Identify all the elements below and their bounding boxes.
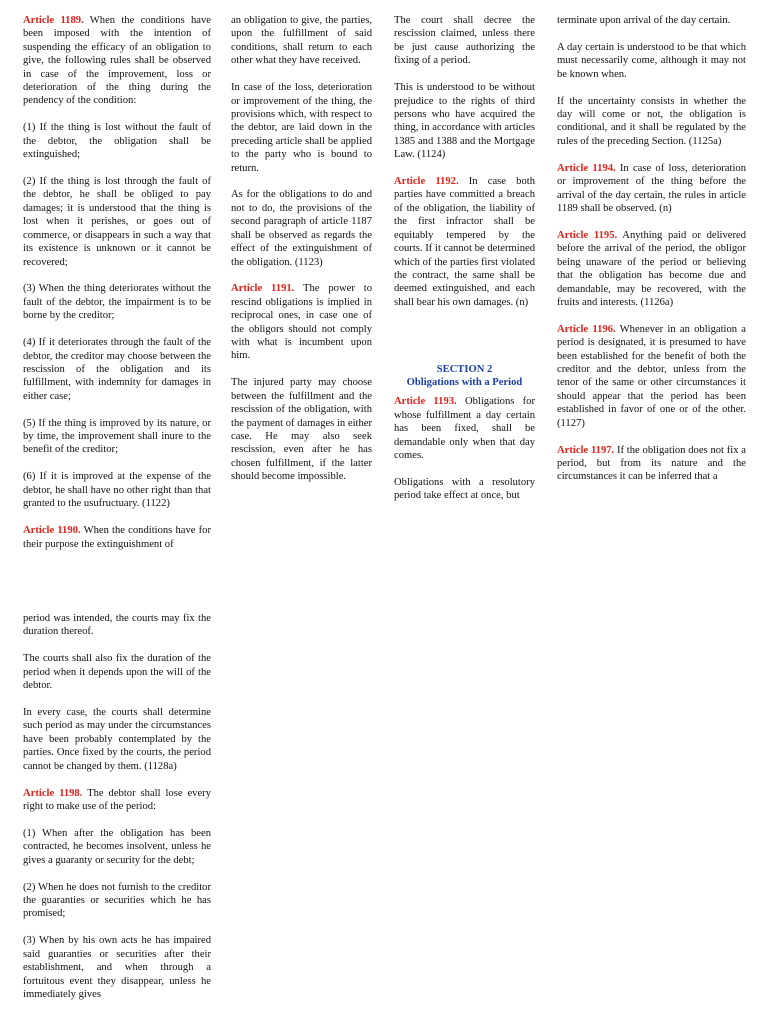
rule-1: (1) When after the obligation has been contracted, he becomes insolvent, unless he gives a guaranty or security for the debt; (23, 827, 211, 866)
article-1197: Article 1197. If the obligation does not fix a period, but from its nature and the circumstances it can be inferred that a (557, 444, 746, 483)
article-1189: Article 1189. When the conditions have been imposed with the intention of suspending the efficacy of an obligation to give, the following rules shall be observed in case of the improvement, loss or deterioration of the thing during the pendency of the condition: (23, 15, 211, 107)
article-1193: Article 1193. Obligations for whose fulfillment a day certain has been fixed, shall be demandable only when that day comes. (394, 396, 535, 462)
column-3 (394, 14, 535, 516)
column-2 (231, 14, 372, 497)
paragraph: The court shall decree the rescission claimed, unless there be just cause authorizing the fixing of a period. (394, 15, 535, 67)
rule-3: (3) When the thing deteriorates without the fault of the debtor, the impairment is to be borne by the creditor; (23, 283, 211, 322)
rule-1: (1) If the thing is lost without the fault of the debtor, the obligation shall be extinguished; (23, 122, 211, 161)
spacer (394, 323, 535, 363)
paragraph: A day certain is understood to be that which must necessarily come, although it may not be known when. (557, 41, 746, 80)
rule-6: (6) If it is improved at the expense of the debtor, he shall have no other right than that granted to the usufructuary. (1122) (23, 471, 211, 510)
article-1198-label: Article 1198. (23, 787, 83, 799)
paragraph: If the uncertainty consists in whether the day will come or not, the obligation is conditional, and it shall be regulated by the rules of the preceding Section. (1125a) (557, 95, 746, 147)
column-4 (557, 14, 746, 497)
paragraph: The courts shall also fix the duration of the period when it depends upon the will of the debtor. (23, 653, 211, 692)
paragraph: terminate upon arrival of the day certain. (557, 15, 731, 26)
article-1191-label: Article 1191. (231, 283, 295, 295)
section-title: Obligations with a Period (406, 377, 523, 389)
paragraph: This is understood to be without prejudice to the rights of third persons who have acquired the thing, in accordance with articles 1385 and 1388 and the Mortgage Law. (1124) (394, 82, 535, 161)
paragraph: The injured party may choose between the fulfillment and the rescission of the obligation, with the payment of damages in either case. He may also seek rescission, even after he has chosen fulfillment, if the latter should become impossible. (231, 377, 372, 483)
article-1194: Article 1194. In case of loss, deterioration or improvement of the thing before the arrival of the day certain, the rules in article 1189 shall be observed. (n) (557, 162, 746, 214)
article-1196-label: Article 1196. (557, 323, 616, 335)
article-1190: Article 1190. When the conditions have for their purpose the extinguishment of (23, 525, 212, 550)
column-5 (23, 612, 211, 1024)
rule-2: (2) When he does not furnish to the creditor the guaranties or securities which he has promised; (23, 881, 211, 920)
article-1190-label: Article 1190. (23, 525, 81, 537)
paragraph: period was intended, the courts may fix the duration thereof. (23, 613, 211, 638)
paragraph: As for the obligations to do and not to do, the provisions of the second paragraph of article 1187 shall be observed as regards the effect of the extinguishment of the obligation. (1123) (231, 189, 372, 268)
paragraph: Obligations with a resolutory period take effect at once, but (394, 476, 535, 502)
article-1197-label: Article 1197. (557, 444, 615, 456)
rule-3: (3) When by his own acts he has impaired said guaranties or securities after their establishment, and when through a fortuitous event they disappear, unless he immediately gives (23, 935, 211, 1000)
article-1195: Article 1195. Anything paid or delivered before the arrival of the period, the obligor being unaware of the period or believing that the obligation has become due and demandable, may be recovered, with the fruits and interests. (1126a) (557, 229, 746, 308)
rule-5: (5) If the thing is improved by its nature, or by time, the improvement shall inure to the benefit of the creditor; (23, 417, 211, 456)
article-1195-label: Article 1195. (557, 229, 618, 241)
paragraph: an obligation to give, the parties, upon the fulfillment of said conditions, shall return to each other what they have received. (231, 15, 372, 67)
paragraph: In every case, the courts shall determine such period as may under the circumstances have been probably contemplated by the parties. Once fixed by the courts, the period cannot be changed by them. (1128a) (23, 707, 211, 772)
article-1192: Article 1192. In case both parties have committed a breach of the obligation, the liability of the first infractor shall be equitably tempered by the courts. If it cannot be determined which of the parties first violated the contract, the same shall be deemed extinguished, and each shall bear his own damages. (n) (394, 176, 535, 308)
article-1194-label: Article 1194. (557, 162, 616, 174)
column-1 (23, 14, 211, 564)
article-1196: Article 1196. Whenever in an obligation a period is designated, it is presumed to have been established for the benefit of both the creditor and the debtor, unless from the tenor of the same or other circumstances it should appear that the period has been established in favor of one or of the other. (1127) (557, 323, 746, 429)
article-1191: Article 1191. The power to rescind obligations is implied in reciprocal ones, in case one of the obligors should not comply with what is incumbent upon him. (231, 283, 372, 362)
article-1198: Article 1198. The debtor shall lose every right to make use of the period: (23, 787, 211, 812)
article-1189-label: Article 1189. (23, 15, 84, 26)
paragraph: In case of the loss, deterioration or improvement of the thing, the provisions which, with respect to the debtor, are laid down in the preceding article shall be applied to the party who is bound to return. (231, 82, 372, 174)
section-label: SECTION 2 (436, 363, 493, 375)
rule-4: (4) If it deteriorates through the fault of the debtor, the creditor may choose between the rescission of the obligation and its fulfillment, with indemnity for damages in either case; (23, 337, 211, 402)
rule-2: (2) If the thing is lost through the fault of the debtor, he shall be obliged to pay damages; it is understood that the thing is lost when it perishes, or goes out of commerce, or disappears in such a way that its existence is unknown or it cannot be recovered; (23, 176, 211, 268)
article-1193-label: Article 1193. (394, 396, 457, 408)
article-1192-label: Article 1192. (394, 176, 459, 188)
